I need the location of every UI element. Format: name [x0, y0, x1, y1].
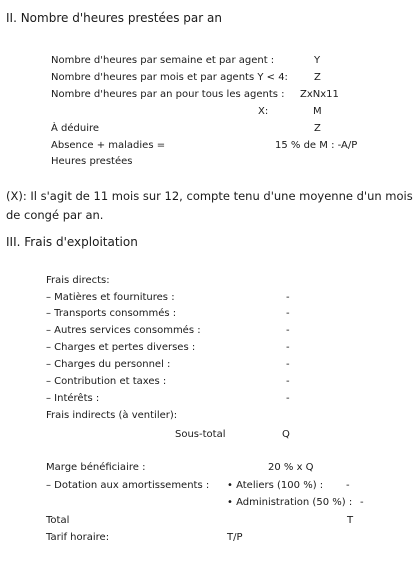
hours-month-value: Z	[314, 72, 321, 83]
transports-value: -	[286, 308, 290, 319]
marge-value: 20 % x Q	[268, 462, 314, 473]
x-label: X:	[258, 106, 269, 117]
hours-year-label: Nombre d'heures par an pour tous les agents :	[51, 89, 285, 100]
charges-personnel-value: -	[286, 359, 290, 370]
contribution-taxes-label: – Contribution et taxes :	[46, 376, 167, 387]
dotation-label: – Dotation aux amortissements :	[46, 480, 210, 491]
charges-personnel-label: – Charges du personnel :	[46, 359, 171, 370]
matieres-label: – Matières et fournitures :	[46, 292, 175, 303]
hours-week-label: Nombre d'heures par semaine et par agent :	[51, 55, 275, 66]
total-label: Total	[46, 515, 70, 526]
tarif-horaire-value: T/P	[227, 532, 243, 543]
tarif-horaire-label: Tarif horaire:	[46, 532, 110, 543]
absence-value: 15 % de M : -A/P	[275, 140, 358, 151]
section-2-heading: II. Nombre d'heures prestées par an	[6, 11, 222, 25]
charges-pertes-label: – Charges et pertes diverses :	[46, 342, 196, 353]
autres-services-value: -	[286, 325, 290, 336]
frais-indirects-label: Frais indirects (à ventiler):	[46, 410, 178, 421]
marge-label: Marge bénéficiaire :	[46, 462, 146, 473]
total-value: T	[347, 515, 354, 526]
ateliers-label: • Ateliers (100 %) :	[227, 480, 324, 491]
contribution-taxes-value: -	[286, 376, 290, 387]
section-3-heading: III. Frais d'exploitation	[6, 235, 138, 249]
sous-total-label: Sous-total	[175, 429, 226, 440]
autres-services-label: – Autres services consommés :	[46, 325, 201, 336]
heures-prestees-label: Heures prestées	[51, 156, 133, 167]
absence-label: Absence + maladies =	[51, 140, 166, 151]
transports-label: – Transports consommés :	[46, 308, 177, 319]
matieres-value: -	[286, 292, 290, 303]
ateliers-value: -	[346, 480, 350, 491]
hours-month-label: Nombre d'heures par mois et par agents Y < 4:	[51, 72, 288, 83]
note-paragraph: (X): Il s'agit de 11 mois sur 12, compte tenu d'une moyenne d'un mois de congé par an.	[6, 189, 413, 222]
administration-value: -	[360, 497, 364, 508]
x-value: M	[313, 106, 322, 117]
sous-total-value: Q	[282, 429, 290, 440]
frais-directs-label: Frais directs:	[46, 275, 110, 286]
deduire-value: Z	[314, 123, 321, 134]
hours-year-value: ZxNx11	[300, 89, 339, 100]
interets-value: -	[286, 393, 290, 404]
charges-pertes-value: -	[286, 342, 290, 353]
interets-label: – Intérêts :	[46, 393, 100, 404]
deduire-label: À déduire	[51, 123, 100, 134]
hours-week-value: Y	[314, 55, 321, 66]
administration-label: • Administration (50 %) :	[227, 497, 353, 508]
